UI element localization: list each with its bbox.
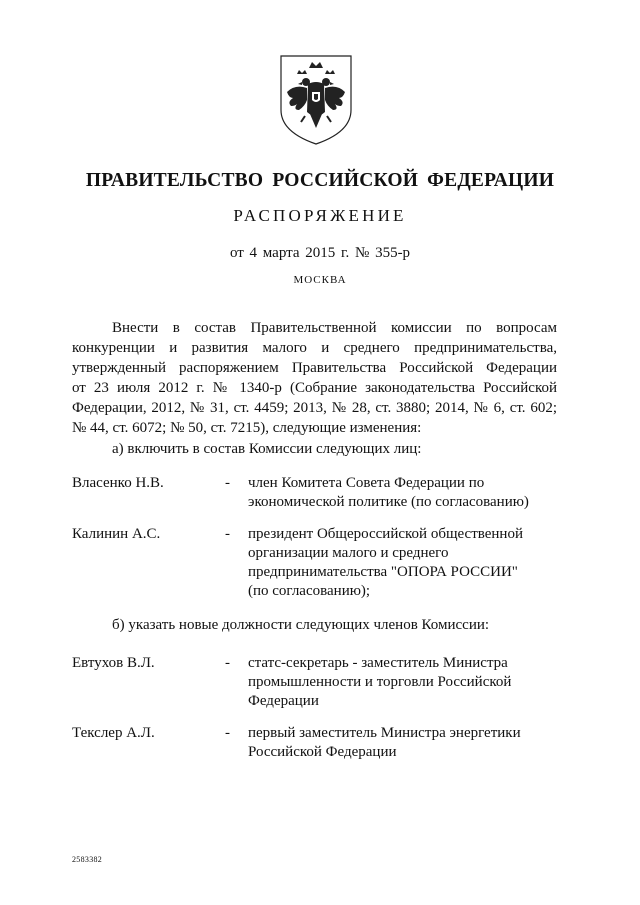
description-line: промышленности и торговли Российской (248, 674, 512, 690)
description-line: организации малого и среднего (248, 545, 449, 561)
description-line: член Комитета Совета Федерации по (248, 475, 485, 491)
member-dash: - (225, 655, 230, 671)
member-name: Власенко Н.В. (72, 475, 164, 491)
description-line: Российской Федерации (248, 744, 397, 760)
section-b-heading: б) указать новые должности следующих членов Комиссии: (112, 617, 490, 633)
member-description (248, 724, 568, 762)
member-description (248, 474, 568, 512)
city-label: МОСКВА (293, 274, 347, 286)
description-line: предпринимательства "ОПОРА РОССИИ" (248, 564, 518, 580)
document-date-number: от 4 марта 2015 г. № 355-р (229, 245, 411, 261)
description-line: статс-секретарь - заместитель Министра (248, 655, 508, 671)
document-code: 2583382 (72, 855, 103, 864)
intro-line: Внести в состав Правительственной комиссии по вопросам (112, 320, 557, 336)
member-description (248, 525, 568, 601)
member-name: Текслер А.Л. (72, 725, 155, 741)
member-dash: - (225, 725, 230, 741)
coat-of-arms-icon (275, 52, 357, 148)
member-name: Евтухов В.Л. (72, 655, 155, 671)
section-a-heading: а) включить в состав Комиссии следующих лиц: (112, 441, 422, 457)
intro-line: утвержденный распоряжением Правительства Российской Федерации (72, 360, 557, 376)
intro-line: № 44, ст. 6072; № 50, ст. 7215), следующие изменения: (72, 420, 422, 436)
member-description (248, 654, 568, 711)
member-name: Калинин А.С. (72, 526, 161, 542)
intro-paragraph (72, 318, 557, 438)
member-dash: - (225, 526, 230, 542)
member-dash: - (225, 475, 230, 491)
description-line: президент Общероссийской общественной (248, 526, 523, 542)
description-line: первый заместитель Министра энергетики (248, 725, 521, 741)
description-line: экономической политике (по согласованию) (248, 494, 529, 510)
description-line: Федерации (248, 693, 319, 709)
intro-line: конкуренции и развития малого и среднего предпринимательства, (72, 340, 557, 356)
document-type: РАСПОРЯЖЕНИЕ (233, 206, 407, 225)
intro-line: от 23 июля 2012 г. № 1340-р (Собрание законодательства Российской (72, 380, 557, 396)
description-line: (по согласованию); (248, 583, 371, 599)
government-title: ПРАВИТЕЛЬСТВО РОССИЙСКОЙ ФЕДЕРАЦИИ (85, 170, 555, 191)
intro-line: Федерации, 2012, № 31, ст. 4459; 2013, № 28, ст. 3880; 2014, № 6, ст. 602; (72, 400, 557, 416)
